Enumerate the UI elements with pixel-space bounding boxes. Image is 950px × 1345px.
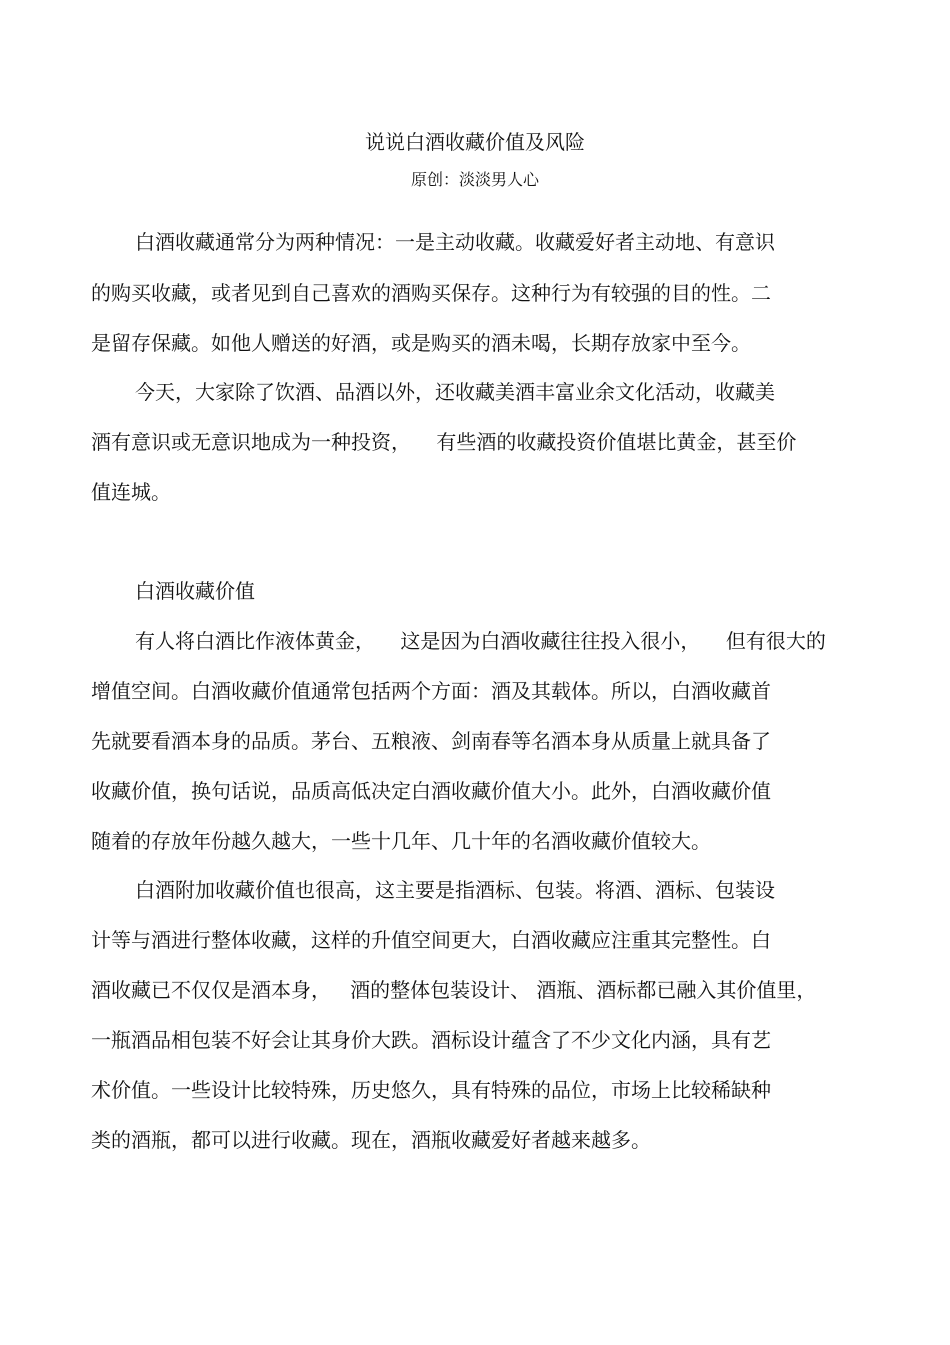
paragraph-line: 一瓶酒品相包装不好会让其身价大跌。酒标设计蕴含了不少文化内涵，具有艺 [91, 1028, 771, 1052]
paragraph-line: 增值空间。白酒收藏价值通常包括两个方面：酒及其载体。所以，白酒收藏首 [91, 679, 771, 703]
paragraph-line: 白酒附加收藏价值也很高，这主要是指酒标、包装。将酒、酒标、包装设 [135, 878, 775, 902]
paragraph-line: 有人将白酒比作液体黄金， 这是因为白酒收藏往往投入很小， 但有很大的 [135, 629, 826, 653]
paragraph-line: 收藏价值，换句话说，品质高低决定白酒收藏价值大小。此外，白酒收藏价值 [91, 779, 771, 803]
document-title: 说说白酒收藏价值及风险 [365, 130, 585, 154]
paragraph-line: 术价值。一些设计比较特殊，历史悠久，具有特殊的品位，市场上比较稀缺种 [91, 1078, 771, 1102]
paragraph-line: 类的酒瓶，都可以进行收藏。现在，酒瓶收藏爱好者越来越多。 [91, 1128, 651, 1152]
section-heading: 白酒收藏价值 [135, 579, 255, 603]
paragraph-line: 的购买收藏，或者见到自己喜欢的酒购买保存。这种行为有较强的目的性。二 [91, 281, 771, 305]
paragraph-line: 酒收藏已不仅仅是酒本身， 酒的整体包装设计、 酒瓶、酒标都已融入其价值里， [91, 978, 817, 1002]
paragraph-line: 是留存保藏。如他人赠送的好酒，或是购买的酒未喝，长期存放家中至今。 [91, 331, 751, 355]
paragraph-line: 今天，大家除了饮酒、品酒以外，还收藏美酒丰富业余文化活动，收藏美 [135, 380, 775, 404]
paragraph-line: 随着的存放年份越久越大，一些十几年、几十年的名酒收藏价值较大。 [91, 829, 711, 853]
paragraph-line: 白酒收藏通常分为两种情况：一是主动收藏。收藏爱好者主动地、有意识 [135, 230, 775, 254]
paragraph-line: 计等与酒进行整体收藏，这样的升值空间更大，白酒收藏应注重其完整性。白 [91, 928, 771, 952]
paragraph-line: 先就要看酒本身的品质。茅台、五粮液、剑南春等名酒本身从质量上就具备了 [91, 729, 771, 753]
paragraph-line: 值连城。 [91, 480, 171, 504]
author-byline: 原创：淡淡男人心 [410, 170, 539, 189]
paragraph-line: 酒有意识或无意识地成为一种投资， 有些酒的收藏投资价值堪比黄金，甚至价 [91, 430, 797, 454]
